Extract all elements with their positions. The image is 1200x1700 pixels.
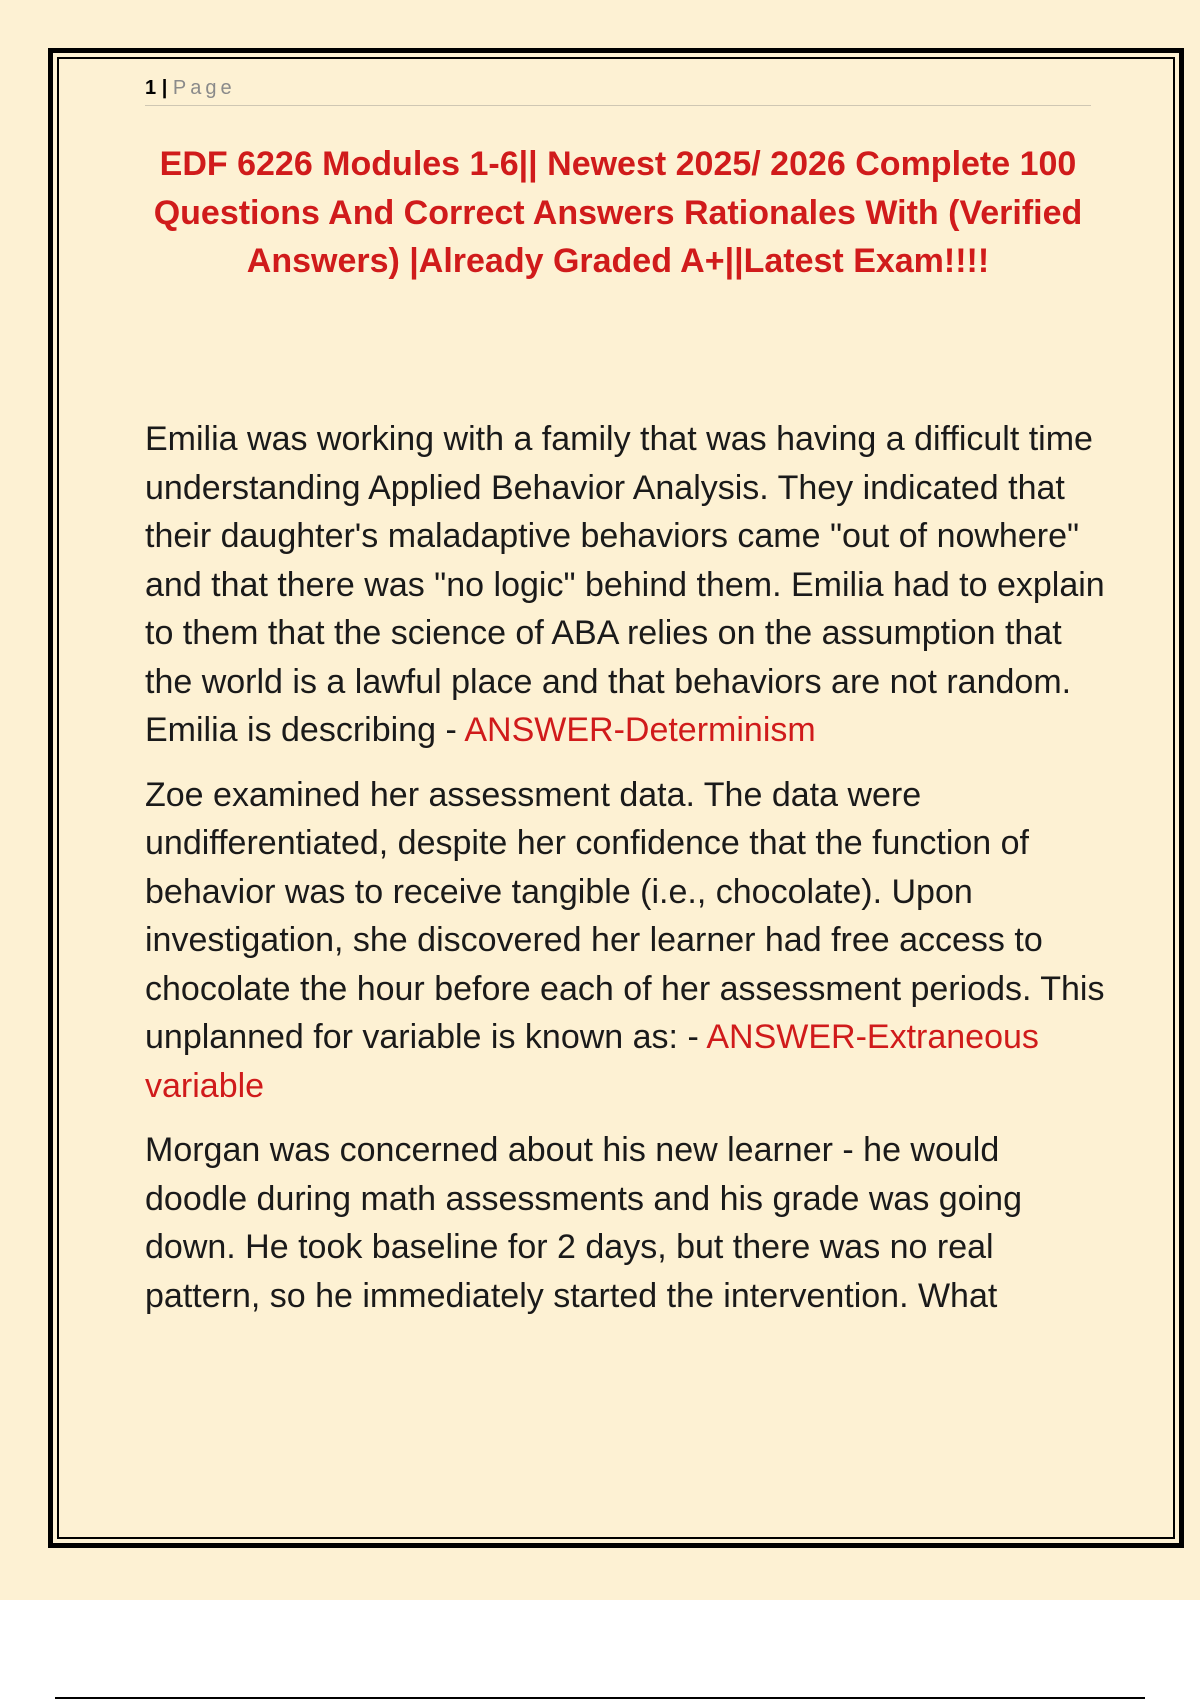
question-item	[145, 1126, 1105, 1320]
question-item	[145, 415, 1105, 755]
answer-text: ANSWER-Extraneous variable	[145, 1018, 1039, 1105]
document-body	[145, 415, 1105, 1336]
question-text: Zoe examined her assessment data. The data were undifferentiated, despite her confidence that the function of behavior was to receive tangible (i.e., chocolate). Upon investigation, she discovered her learner had free access to chocolate the hour before each of her assessment periods. This unplanned for variable is known as: -	[145, 775, 1105, 1056]
page-separator: |	[161, 77, 168, 99]
answer-text: ANSWER-Determinism	[464, 711, 816, 749]
bottom-divider	[55, 1697, 1145, 1699]
question-text: Emilia was working with a family that was having a difficult time understanding Applied Behavior Analysis. They indicated that their daughter's maladaptive behaviors came "out of nowhere" and that there was "no logic" behind them. Emilia had to explain to them that the science of ABA relies on the assumption that the world is a lawful place and that behaviors are not random. Emilia is describing -	[145, 420, 1105, 749]
page-number: 1	[145, 77, 157, 99]
document-title: EDF 6226 Modules 1-6|| Newest 2025/ 2026 Complete 100 Questions And Correct Answers Rationales With (Verified Answers) |Already Graded A+||Latest Exam!!!!	[153, 145, 1083, 280]
question-text: Morgan was concerned about his new learner - he would doodle during math assessments and his grade was going down. He took baseline for 2 days, but there was no real pattern, so he immediately started the intervention. What	[145, 1131, 1022, 1315]
question-item	[145, 771, 1105, 1111]
page-label: Page	[172, 77, 236, 99]
page-header	[145, 74, 1091, 106]
